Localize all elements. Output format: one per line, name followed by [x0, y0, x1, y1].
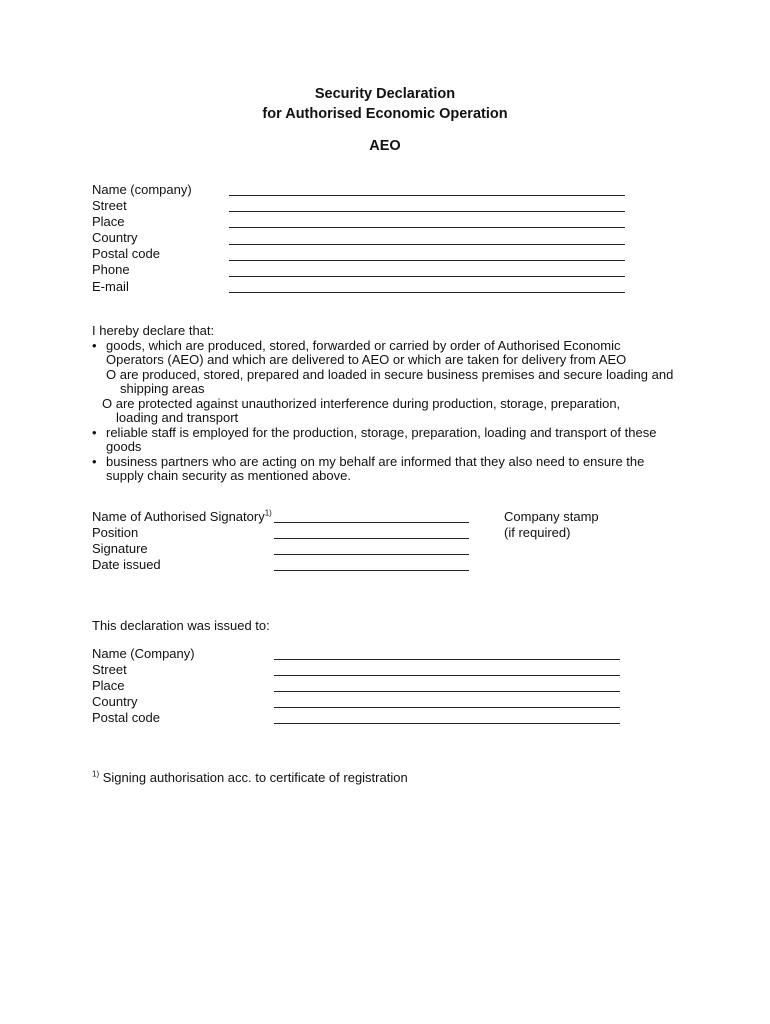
footnote-marker: 1): [264, 508, 272, 518]
field-label: Signature: [92, 541, 148, 556]
issued-to-heading: This declaration was issued to:: [92, 618, 270, 633]
declaration-intro: I hereby declare that:: [92, 323, 215, 338]
field-label: Name (company): [92, 182, 192, 197]
signature-line[interactable]: [274, 554, 469, 555]
document-abbreviation: AEO: [369, 138, 401, 154]
company-stamp-note: (if required): [504, 525, 571, 540]
field-label: Country: [92, 230, 138, 245]
document-title: Security Declaration: [314, 86, 456, 102]
option-text: loading and transport: [116, 410, 239, 425]
bullet-text: reliable staff is employed for the production, storage, preparation, loading and transport of these: [106, 424, 657, 440]
document-subtitle: for Authorised Economic Operation: [262, 106, 508, 122]
company-place-line[interactable]: [229, 227, 625, 228]
issued-place-line[interactable]: [274, 691, 620, 692]
declaration-block: [92, 324, 692, 484]
issued-postal-code-line[interactable]: [274, 723, 620, 724]
field-label: Place: [92, 678, 125, 693]
declaration-bullet: [92, 339, 692, 368]
footnote-text: Signing authorisation acc. to certificate of registration: [102, 770, 408, 785]
field-label: Country: [92, 694, 138, 709]
company-stamp-label: Company stamp: [504, 509, 599, 524]
company-country-line[interactable]: [229, 244, 625, 245]
declaration-bullet: [92, 455, 692, 484]
field-label: Postal code: [92, 710, 160, 725]
field-label: Name (Company): [92, 646, 195, 661]
option-text: shipping areas: [120, 381, 205, 396]
issued-name-line[interactable]: [274, 659, 620, 660]
field-label: Postal code: [92, 246, 160, 261]
company-email-line[interactable]: [229, 292, 625, 293]
option-text: O are protected against unauthorized interference during production, storage, preparation,: [102, 395, 621, 411]
declaration-bullet: [92, 426, 692, 455]
field-label: Date issued: [92, 557, 161, 572]
company-name-line[interactable]: [229, 195, 625, 196]
position-line[interactable]: [274, 538, 469, 539]
bullet-icon: •: [92, 424, 97, 440]
bullet-text: goods: [106, 439, 142, 454]
company-street-line[interactable]: [229, 211, 625, 212]
field-label: Street: [92, 198, 127, 213]
field-label: Phone: [92, 262, 130, 277]
footnote: [92, 770, 408, 785]
option-text: O are produced, stored, prepared and loaded in secure business premises and secure loading and: [106, 366, 674, 382]
company-phone-line[interactable]: [229, 276, 625, 277]
field-label: Place: [92, 214, 125, 229]
bullet-text: Operators (AEO) and which are delivered to AEO or which are taken for delivery from AEO: [106, 352, 627, 367]
issued-country-line[interactable]: [274, 707, 620, 708]
company-postal-code-line[interactable]: [229, 260, 625, 261]
bullet-icon: •: [92, 337, 97, 353]
field-label: E-mail: [92, 279, 129, 294]
field-label: Name of Authorised Signatory$^{1)}$: [92, 508, 272, 524]
footnote-marker: 1): [92, 769, 100, 779]
bullet-icon: •: [92, 453, 97, 469]
bullet-text: goods, which are produced, stored, forwarded or carried by order of Authorised Economic: [106, 337, 621, 353]
field-label: Position: [92, 525, 139, 540]
date-issued-line[interactable]: [274, 570, 469, 571]
signatory-name-line[interactable]: [274, 522, 469, 523]
bullet-text: supply chain security as mentioned above.: [106, 468, 351, 483]
field-label: Street: [92, 662, 127, 677]
bullet-text: business partners who are acting on my behalf are informed that they also need to ensure the: [106, 453, 645, 469]
issued-street-line[interactable]: [274, 675, 620, 676]
